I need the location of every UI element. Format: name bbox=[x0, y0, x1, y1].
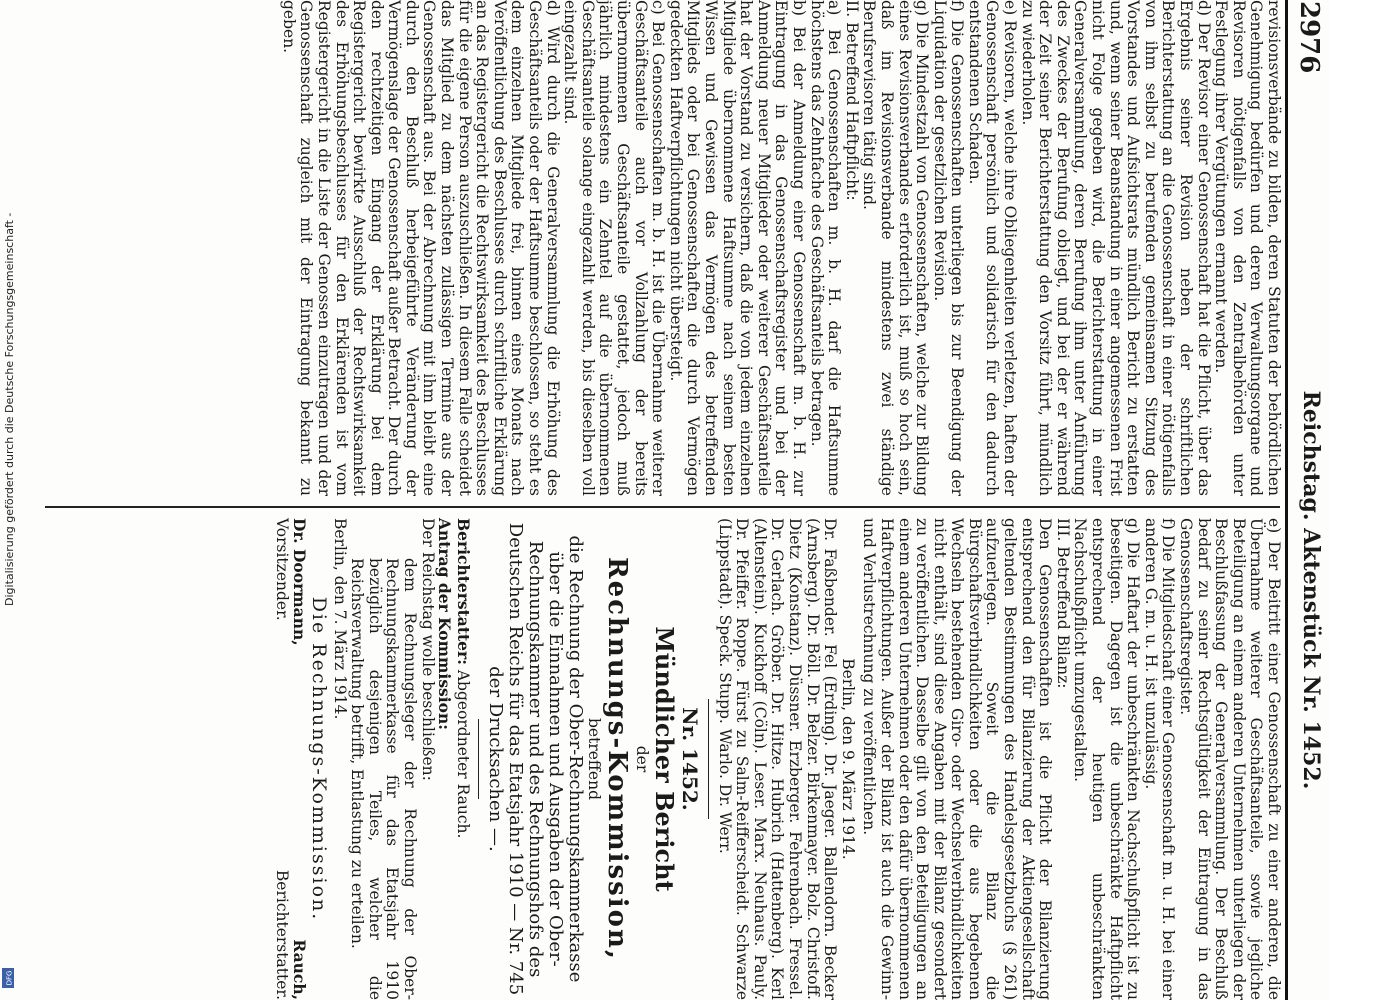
left-column bbox=[279, 0, 1282, 496]
item-f: f) Die Genossenschaften unterliegen bis zur Beendigung der Liquidation der gesetzlichen Revision. bbox=[930, 0, 967, 496]
right-column bbox=[273, 518, 1282, 1000]
chair-signature bbox=[273, 518, 308, 646]
chair-role: Vorsitzender. bbox=[273, 518, 292, 621]
item-ii-b: b) Bei der Anmeldung einer Genossenschaft m. b. H. zur Eintragung in das Genossenschaftsregister und bei der Anmeldung neuer Mitglieder oder weiterer Geschäftsanteile hat der Vorstand zu versichern, daß die von jedem einzelnen Mitgliede übernommene Haftsumme nach seinem besten Wissen und Gewissen das Vermögen des betreffenden Mitglieds oder bei Genossenschaften die durch Vermögen gedeckten Haftverpflichtungen nicht übersteigt. bbox=[666, 0, 808, 496]
report-number: Nr. 1452. bbox=[678, 707, 702, 811]
intro-paragraph: revisionsverbände zu bilden, deren Statuten der behördlichen Genehmigung bedürfen und deren Verwaltungsorgane und Revisoren nötigenfalls von den Zentralbehörden unter Festlegung ihrer Vergütungen ernannt werden. bbox=[1212, 0, 1283, 496]
betreffend-label: betreffend bbox=[585, 718, 604, 800]
report-subject: die Rechnung der Ober-Rechnungskammerkasse über die Einnahmen und Ausgaben der Ober-Rechnungskammer und des Rechnungshofs des Deutschen Reichs für das Etatsjahr 1910 — Nr. 745 der Drucksachen —. bbox=[484, 522, 586, 996]
rep-name: Rauch, bbox=[290, 939, 310, 1000]
item-ii-a: a) Bei Genossenschaften m. b. H. darf die Haftsumme höchstens das Zehnfache des Geschäftsanteils betragen. bbox=[807, 0, 844, 496]
motion-label: Antrag der Kommission: bbox=[435, 518, 455, 730]
digitization-credit: Digitalisierung gefördert durch die Deutsche Forschungsgemeinschaft - bbox=[3, 212, 16, 606]
dfg-logo bbox=[2, 968, 14, 988]
commission-signature: Die Rechnungs-Kommission. bbox=[308, 596, 331, 922]
item-e-right: e) Der Beitritt einer Genossenschaft zu einer anderen, die Übernahme weiterer Geschäftsanteile, sowie jegliche Beteiligung an einem anderen Unternehmen unterliegen der Beschlußfassung der Generalversammlung. Der Beschluß bedarf zu seiner Rechtsgültigkeit der Eintragung in das Genossenschaftsregister. bbox=[1177, 518, 1283, 1000]
item-ii-c: c) Bei Genossenschaften m. b. H. ist die Übernahme weiterer Geschäftsanteile auch vor Vollzahlung der bereits übernommenen Geschäftsanteile gestattet, jedoch muß jährlich mindestens ein Zehntel auf die übernommenen Geschäftsanteile solange eingezahlt werden, bis dieselben voll eingezahlt sind. bbox=[561, 0, 668, 496]
section-iii-heading: III. Betreffend Bilanz: bbox=[1053, 518, 1072, 689]
motion-intro: Der Reichstag wolle beschließen: bbox=[418, 518, 437, 781]
reporter-line bbox=[453, 518, 472, 1000]
dfg-logo-text: DFG bbox=[5, 970, 14, 986]
header-rule bbox=[1285, 0, 1288, 1000]
commission-name: Rechnungs-Kommission, bbox=[602, 557, 633, 961]
reporter-signature bbox=[273, 870, 308, 1000]
date-line-2: Berlin, den 7. März 1914. bbox=[330, 518, 349, 720]
separator-rule-2 bbox=[478, 719, 479, 799]
reporter-name: Abgeordneter Rauch. bbox=[453, 669, 472, 839]
report-der: der bbox=[633, 745, 651, 773]
item-f-right: f) Die Mitgliedschaft einer Genossenschaft m. u. H. bei einer anderen G. m. u. H. ist unzulässig. bbox=[1141, 518, 1178, 1000]
item-ii-d: d) Wird durch die Generalversammlung die Erhöhung des Geschäftsanteils oder der Haftsumme beschlossen, so steht es dem einzelnen Mitgliede frei, binnen eines Monats nach Veröffentlichung des Beschlusses durch schriftliche Erklärung an das Registergericht die Rechtswirksamkeit des Beschlusses für die eigene Person auszuschließen. In diesem Falle scheidet das Mitglied zu dem nächsten zulässigen Termine aus der Genossenschaft aus. Bei der Abrechnung mit ihm bleibt eine durch den Beschluß herbeigeführte Veränderung der Vermögenslage der Genossenschaft außer Betracht. Der durch den rechtzeitigen Eingang der Erklärung bei dem Registergericht bewirkte Ausschluß der Rechtswirksamkeit des Erhöhungsbeschlusses für den Erklärenden ist vom Registergericht in die Liste der Genossen einzutragen und der Genossenschaft zugleich mit der Eintragung bekannt zu geben. bbox=[279, 0, 562, 496]
chair-name: Dr. Doormann, bbox=[290, 518, 310, 646]
section-ii-heading: II. Betreffend Haftpflicht: bbox=[842, 0, 861, 201]
running-header: Reichstag. Aktenstück Nr. 1452. bbox=[1298, 390, 1324, 790]
report-title: Mündlicher Bericht bbox=[650, 626, 679, 892]
signature-row bbox=[273, 518, 308, 1000]
rep-role: Berichterstatter. bbox=[273, 869, 292, 1000]
column-divider bbox=[45, 506, 1280, 508]
item-d: d) Der Revisor einer Genossenschaft hat die Pflicht, über das Ergebnis seiner Revision neben der schriftlichen Berichterstattung an die Genossenschaft in einer nötigenfalls von ihm selbst zu berufenden gemeinsamen Sitzung des Vorstandes und Aufsichtsrats mündlich Bericht zu erstatten und, wenn seiner Beanstandung in einer angemessenen Frist nicht Folge gegeben wird, die Berichterstattung in einer Generalversammlung, deren Berufung ihm unter Anführung des Zweckes der Berufung obliegt, und bei der er während der Zeit seiner Berichterstattung den Vorsitz führt, mündlich zu wiederholen. bbox=[1018, 0, 1213, 496]
signatures-list: Dr. Faßbender. Fel (Erding). Dr. Jaeger. Ballendorn. Becker (Arnsberg). Dr. Böll. Dr. Belzer. Birkenmayer. Bolz. Christoff. Dietz (Konstanz). Düssner. Erzberger. Fehrenbach. Fressel. Dr. Gerlach. Gröber. Dr. Hitze. Hubrich (Hattenberg). Kerl (Altenstein). Kuckhoff (Cöln). Leser. Marx. Neuhaus. Pauly. Dr. Pfeiffer. Roppe. Fürst zu Salm-Reifferscheidt. Schwarze (Lippstadt). Speck. Stupp. Warlo. Dr. Werr. bbox=[715, 518, 840, 1000]
separator-rule bbox=[708, 699, 709, 819]
motion-text: dem Rechnungsleger der Rechnung der Ober-Rechnungskammerkasse für das Etatsjahr 1910 bezüglich desjenigen Teiles, welcher die Reichsverwaltung betrifft, Entlastung zu erteilen. bbox=[348, 558, 420, 1000]
page-number: 2976 bbox=[1294, 1, 1324, 74]
item-g: g) Die Mindestzahl von Genossenschaften, welche zur Bildung eines Revisionsverbandes erforderlich ist, muß so hoch sein, daß im Revisionsverbande mindestens zwei ständige Berufsrevisoren tätig sind. bbox=[860, 0, 932, 496]
item-g-right: g) Die Haftart der unbeschränkten Nachschußpflicht ist zu beseitigen. Dagegen ist die unbeschränkte Haftpflicht entsprechend der heutigen unbeschränkten Nachschußpflicht umzugestalten. bbox=[1071, 518, 1143, 1000]
section-iii-text: Den Genossenschaften ist die Pflicht der Bilanzierung entsprechend den für Bilanzierung der Aktiengesellschaft geltenden Bestimmungen des Handelsgesetzbuchs (§ 261) aufzuerlegen. Soweit die Bilanz die Bürgschaftsverbindlichkeiten oder die aus begebenen Wechseln bestehenden Giro- oder Wechselverbindlichkeiten nicht enthält, sind diese Angaben mit der Bilanz gesondert zu veröffentlichen. Dasselbe gilt von den Beteiligungen an einem anderen Unternehmen oder den dafür übernommenen Haftverpflichtungen. Außer der Bilanz ist auch die Gewinn- und Verlustrechnung zu veröffentlichen. bbox=[860, 518, 1055, 1000]
date-line-1: Berlin, den 9. März 1914. bbox=[838, 658, 857, 860]
item-e: e) Revisoren, welche ihre Obliegenheiten verletzen, haften der Genossenschaft persönlich und solidarisch für den dadurch entstandenen Schaden. bbox=[965, 0, 1020, 496]
reporter-label: Berichterstatter: bbox=[453, 518, 473, 665]
